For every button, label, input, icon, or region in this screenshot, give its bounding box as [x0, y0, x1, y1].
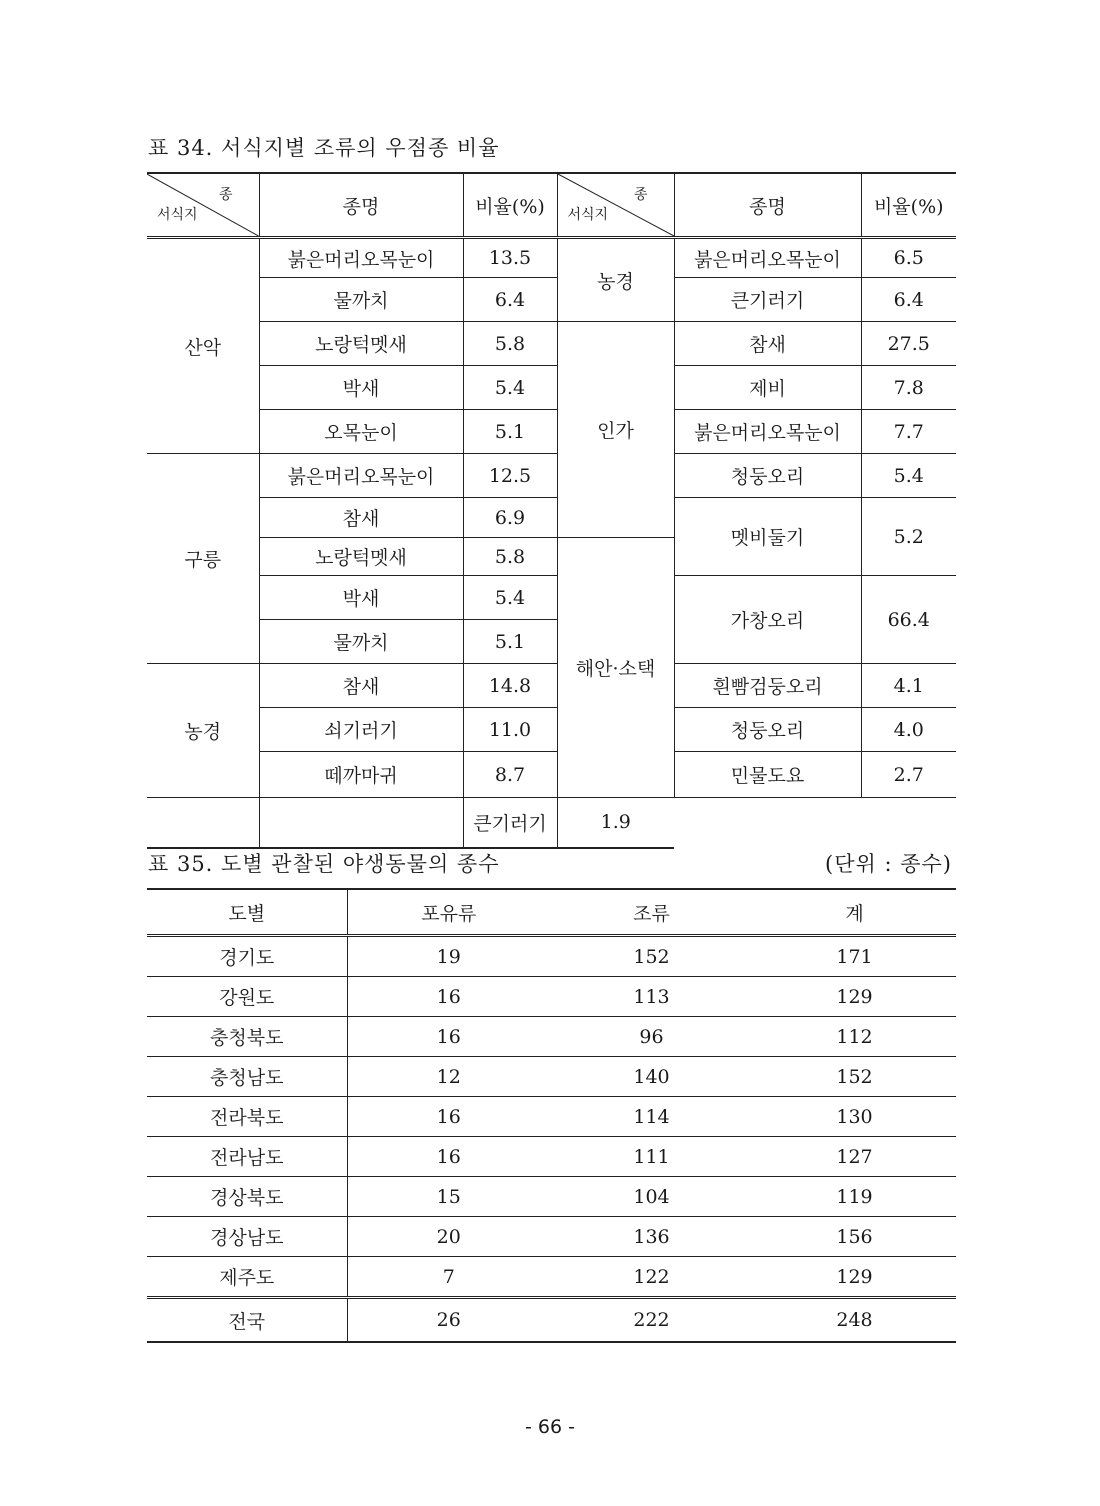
table-35-caption: 표 35. 도별 관찰된 야생동물의 종수: [148, 852, 500, 876]
species-header: 종명: [674, 173, 861, 238]
ratio-cell: 12.5: [463, 454, 557, 498]
mammal-count-cell: 15: [347, 1177, 550, 1217]
species-cell: 노랑턱멧새: [259, 538, 463, 576]
table-row: [147, 1057, 956, 1097]
table-34-caption: 표 34. 서식지별 조류의 우점종 비율: [148, 136, 500, 160]
species-cell: 큰기러기: [463, 798, 557, 848]
table-row: [147, 278, 956, 322]
col-header-birds: 조류: [550, 889, 753, 936]
table-34: [147, 172, 956, 849]
bird-count-cell: 111: [550, 1137, 753, 1177]
mammal-count-cell: 19: [347, 936, 550, 977]
mammal-count-cell: 26: [347, 1298, 550, 1343]
diag-top-label: 종: [218, 187, 233, 203]
ratio-cell: 2.7: [861, 752, 956, 798]
mammal-count-cell: 16: [347, 977, 550, 1017]
page-number: - 66 -: [525, 1416, 575, 1438]
ratio-cell: 7.7: [861, 410, 956, 454]
ratio-cell: 66.4: [861, 576, 956, 664]
species-cell: 물까치: [259, 278, 463, 322]
species-cell: 붉은머리오목눈이: [674, 238, 861, 278]
species-cell: 제비: [674, 366, 861, 410]
species-cell: 박새: [259, 576, 463, 620]
province-cell: 전라북도: [147, 1097, 347, 1137]
table-row: [147, 1017, 956, 1057]
bird-count-cell: 113: [550, 977, 753, 1017]
mammal-count-cell: 20: [347, 1217, 550, 1257]
ratio-cell: 5.4: [861, 454, 956, 498]
province-cell: 경기도: [147, 936, 347, 977]
table-row: [147, 1097, 956, 1137]
diag-top-label: 종: [633, 187, 648, 203]
table-row: [147, 936, 956, 977]
ratio-cell: 6.4: [861, 278, 956, 322]
ratio-cell: 5.1: [463, 620, 557, 664]
ratio-cell: 5.1: [463, 410, 557, 454]
total-count-cell: 127: [753, 1137, 956, 1177]
habitat-cell: 구릉: [147, 454, 259, 664]
mammal-count-cell: 7: [347, 1257, 550, 1298]
habitat-cell: 농경: [147, 664, 259, 798]
bird-count-cell: 122: [550, 1257, 753, 1298]
table-row: [147, 576, 956, 620]
province-cell: 경상북도: [147, 1177, 347, 1217]
province-cell: 강원도: [147, 977, 347, 1017]
species-cell: 떼까마귀: [259, 752, 463, 798]
table-row: [147, 322, 956, 366]
table-row: [147, 752, 956, 798]
species-cell: 박새: [259, 366, 463, 410]
ratio-cell: [259, 798, 463, 848]
bird-count-cell: 152: [550, 936, 753, 977]
species-cell: 청둥오리: [674, 708, 861, 752]
ratio-cell: 5.8: [463, 322, 557, 366]
ratio-cell: 27.5: [861, 322, 956, 366]
ratio-cell: 6.4: [463, 278, 557, 322]
ratio-cell: 11.0: [463, 708, 557, 752]
ratio-cell: 5.4: [463, 576, 557, 620]
ratio-cell: 6.5: [861, 238, 956, 278]
table-row: [147, 1257, 956, 1298]
province-cell: 충청남도: [147, 1057, 347, 1097]
table-row: [147, 454, 956, 498]
species-header: 종명: [259, 173, 463, 238]
province-cell: 제주도: [147, 1257, 347, 1298]
province-cell: 전라남도: [147, 1137, 347, 1177]
table-row: [147, 1177, 956, 1217]
habitat-cell: 농경: [557, 238, 674, 322]
table-35-unit: (단위 : 종수): [825, 852, 952, 876]
col-header-mammals: 포유류: [347, 889, 550, 936]
total-count-cell: 112: [753, 1017, 956, 1057]
ratio-cell: 1.9: [557, 798, 674, 848]
species-cell: 민물도요: [674, 752, 861, 798]
table-row: [147, 1137, 956, 1177]
total-count-cell: 156: [753, 1217, 956, 1257]
mammal-count-cell: 16: [347, 1137, 550, 1177]
ratio-cell: 6.9: [463, 498, 557, 538]
species-cell: 흰빰검둥오리: [674, 664, 861, 708]
table-row: [147, 366, 956, 410]
species-cell: 붉은머리오목눈이: [259, 454, 463, 498]
table-row: [147, 410, 956, 454]
bird-count-cell: 136: [550, 1217, 753, 1257]
habitat-cell: 인가: [557, 322, 674, 538]
ratio-cell: 13.5: [463, 238, 557, 278]
col-header-province: 도별: [147, 889, 347, 936]
bird-count-cell: 96: [550, 1017, 753, 1057]
mammal-count-cell: 16: [347, 1097, 550, 1137]
bird-count-cell: 104: [550, 1177, 753, 1217]
total-count-cell: 130: [753, 1097, 956, 1137]
mammal-count-cell: 16: [347, 1017, 550, 1057]
species-cell: 참새: [259, 664, 463, 708]
diag-bottom-label: 서식지: [567, 207, 609, 223]
species-cell: 물까치: [259, 620, 463, 664]
national-total-row: [147, 1298, 956, 1343]
habitat-cell: 해안·소택: [557, 538, 674, 798]
species-cell: 멧비둘기: [674, 498, 861, 576]
bird-count-cell: 114: [550, 1097, 753, 1137]
total-count-cell: 248: [753, 1298, 956, 1343]
ratio-cell: 5.8: [463, 538, 557, 576]
total-count-cell: 171: [753, 936, 956, 977]
table-row: [147, 498, 956, 538]
ratio-cell: 5.2: [861, 498, 956, 576]
bird-count-cell: 140: [550, 1057, 753, 1097]
total-count-cell: 129: [753, 977, 956, 1017]
species-cell: 참새: [259, 498, 463, 538]
table-34-header-row: [147, 173, 956, 238]
diag-bottom-label: 서식지: [157, 207, 198, 223]
mammal-count-cell: 12: [347, 1057, 550, 1097]
ratio-cell: 7.8: [861, 366, 956, 410]
ratio-cell: 5.4: [463, 366, 557, 410]
species-cell: 오목눈이: [259, 410, 463, 454]
ratio-header: 비율(%): [463, 173, 557, 238]
species-cell: 청둥오리: [674, 454, 861, 498]
total-count-cell: 119: [753, 1177, 956, 1217]
species-cell: 붉은머리오목눈이: [259, 238, 463, 278]
province-cell: 전국: [147, 1298, 347, 1343]
diagonal-header-cell: [147, 173, 259, 238]
table-row: [147, 238, 956, 278]
table-row: [147, 798, 956, 848]
species-cell: 가창오리: [674, 576, 861, 664]
species-cell: 큰기러기: [674, 278, 861, 322]
table-row: [147, 977, 956, 1017]
species-cell: 노랑턱멧새: [259, 322, 463, 366]
ratio-cell: 4.0: [861, 708, 956, 752]
table-row: [147, 664, 956, 708]
col-header-total: 계: [753, 889, 956, 936]
table-35: [147, 888, 956, 1343]
table-row: [147, 1217, 956, 1257]
province-cell: 경상남도: [147, 1217, 347, 1257]
ratio-header: 비율(%): [861, 173, 956, 238]
species-cell: [147, 798, 259, 848]
total-count-cell: 129: [753, 1257, 956, 1298]
province-cell: 충청북도: [147, 1017, 347, 1057]
total-count-cell: 152: [753, 1057, 956, 1097]
species-cell: 참새: [674, 322, 861, 366]
habitat-cell: 산악: [147, 238, 259, 454]
ratio-cell: 8.7: [463, 752, 557, 798]
species-cell: 쇠기러기: [259, 708, 463, 752]
ratio-cell: 4.1: [861, 664, 956, 708]
table-35-header-row: [147, 889, 956, 936]
bird-count-cell: 222: [550, 1298, 753, 1343]
ratio-cell: 14.8: [463, 664, 557, 708]
diagonal-header-cell: [557, 173, 674, 238]
species-cell: 붉은머리오목눈이: [674, 410, 861, 454]
table-row: [147, 708, 956, 752]
